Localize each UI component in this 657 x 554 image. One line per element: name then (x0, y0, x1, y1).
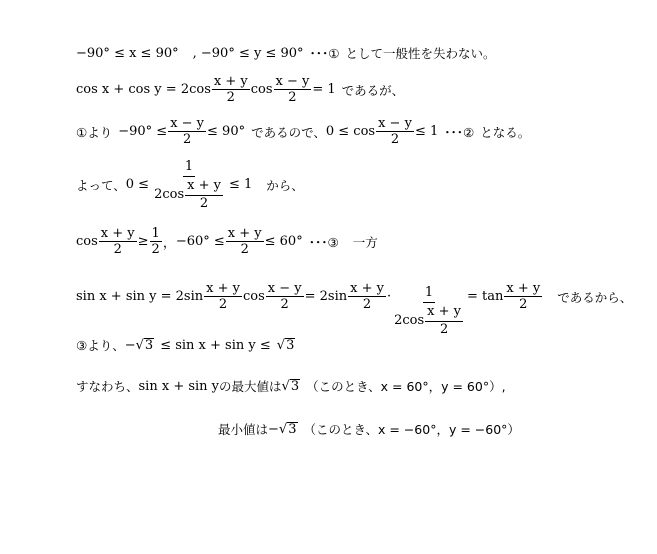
line-2-text: であるが、 (341, 82, 405, 98)
radical-icon: √ (278, 421, 288, 437)
sum-sin-lhs: sin x + sin y = 2sin (76, 289, 204, 304)
numerator: x + y (185, 177, 223, 196)
condition-y: , −90° ≤ y ≤ 90° (192, 45, 304, 61)
line-8-prefix: すなわち、 (76, 379, 139, 394)
minus-sign: − (268, 421, 279, 437)
sqrt-3 (277, 338, 296, 353)
numerator: x + y (227, 226, 262, 241)
half-fraction (150, 226, 162, 257)
fraction (226, 226, 264, 257)
denominator (152, 177, 226, 211)
multiply-dot: · (386, 289, 392, 304)
line-3-end-text: となる。 (480, 124, 531, 140)
numerator: x + y (213, 74, 248, 89)
minimum-condition: （このとき、x = −60°，y = −60°） (303, 422, 520, 437)
sqrt-3 (282, 379, 301, 394)
fraction (425, 303, 463, 337)
fraction (204, 281, 242, 312)
line-3 (76, 116, 530, 147)
fraction (99, 226, 137, 257)
line-6-text: であるから、 (557, 289, 633, 305)
line-6 (76, 270, 633, 337)
condition-x: −90° ≤ x ≤ 90° (76, 45, 179, 61)
numerator: x + y (506, 281, 541, 296)
denominator: 2 (151, 242, 160, 257)
radicand: 3 (286, 337, 295, 353)
cos-lower-bound: 0 ≤ cos (325, 124, 376, 139)
line-1-text: として一般性を失わない。 (345, 46, 496, 61)
reciprocal-fraction (152, 158, 226, 211)
fraction (504, 281, 542, 312)
line-4-prefix: よって、 (76, 177, 126, 193)
fraction (266, 281, 304, 312)
numerator: 1 (423, 284, 435, 303)
denominator: 2 (199, 196, 209, 211)
denominator: 2 (280, 297, 289, 312)
maximum-label: の最大値は (219, 379, 282, 394)
upper-bound: ≤ 60° (264, 234, 303, 249)
marker-3: ･･･③ (308, 234, 339, 250)
denominator: 2 (182, 132, 192, 147)
radical-icon: √ (276, 337, 286, 353)
equals-2sin: = 2sin (304, 289, 348, 304)
denominator: 2 (240, 242, 249, 257)
numerator: x − y (267, 281, 302, 296)
fraction (185, 177, 223, 211)
denominator: 2 (362, 297, 372, 312)
numerator: x − y (275, 74, 310, 89)
cos-term: cos (76, 234, 98, 249)
sqrt-3 (279, 422, 298, 437)
line-1 (76, 44, 496, 62)
radical-icon: √ (281, 378, 290, 394)
denominator: 2 (439, 322, 449, 337)
cos-term: cos (250, 82, 273, 97)
line-3-text: であるので、 (251, 124, 326, 140)
cos-upper-bound: ≤ 1 (414, 124, 439, 139)
radicand: 3 (288, 421, 297, 437)
minus-sign: − (124, 337, 136, 353)
numerator: x + y (425, 303, 463, 322)
maximum-condition: （このとき、x = 60°，y = 60°）, (306, 379, 506, 394)
denominator: 2 (113, 242, 122, 257)
line-7-prefix: ③より、 (76, 338, 125, 353)
denominator: 2 (218, 297, 228, 312)
sum-cos-lhs: cos x + cos y = 2cos (76, 82, 211, 97)
radicand: 3 (144, 337, 154, 353)
geq-sign: ≥ (137, 234, 149, 249)
marker-1: ･･･① (309, 46, 340, 61)
line-5-text: 一方 (352, 234, 378, 250)
fraction (348, 281, 386, 312)
cos-term: cos (242, 289, 265, 304)
fraction (274, 74, 312, 105)
equals-tan: = tan (467, 289, 504, 304)
sin-sum: sin x + sin y (138, 378, 220, 394)
numerator: x + y (206, 281, 240, 296)
numerator: x + y (100, 226, 135, 241)
numerator: x − y (170, 116, 205, 131)
marker-2: ･･･② (444, 124, 475, 140)
minimum-label: 最小値は (218, 422, 269, 437)
radical-icon: √ (135, 337, 144, 353)
numerator: x − y (378, 116, 412, 131)
equals-one: = 1 (312, 82, 336, 97)
lower-bound: −90° ≤ (118, 124, 168, 139)
den-cos: 2cos (394, 312, 425, 328)
fraction (168, 116, 206, 147)
denominator: 2 (288, 90, 297, 105)
line-5 (76, 226, 378, 257)
numerator: 1 (183, 158, 195, 177)
fraction (376, 116, 414, 147)
den-cos: 2cos (154, 186, 185, 202)
lower-bound: −60° ≤ (175, 234, 225, 249)
line-2 (76, 74, 404, 105)
fraction (212, 74, 250, 105)
sin-sum-bounds: ≤ sin x + sin y ≤ (160, 337, 271, 353)
radicand: 3 (290, 378, 300, 394)
upper-bound: ≤ 1 (228, 177, 253, 192)
denominator (392, 303, 466, 337)
numerator: 1 (151, 226, 160, 241)
line-4-text: から、 (266, 177, 304, 193)
line-3-prefix: ①より (76, 124, 113, 140)
sqrt-3 (136, 338, 155, 353)
denominator: 2 (390, 132, 400, 147)
upper-bound: ≤ 90° (207, 124, 246, 139)
line-4 (76, 158, 304, 211)
line-7 (76, 336, 295, 354)
numerator: x + y (350, 281, 384, 296)
denominator: 2 (226, 90, 235, 105)
line-9 (218, 420, 520, 438)
reciprocal-fraction (392, 284, 466, 337)
denominator: 2 (519, 297, 528, 312)
line-8 (76, 377, 506, 395)
separator: ， (162, 236, 176, 251)
lower-bound: 0 ≤ (125, 177, 150, 192)
